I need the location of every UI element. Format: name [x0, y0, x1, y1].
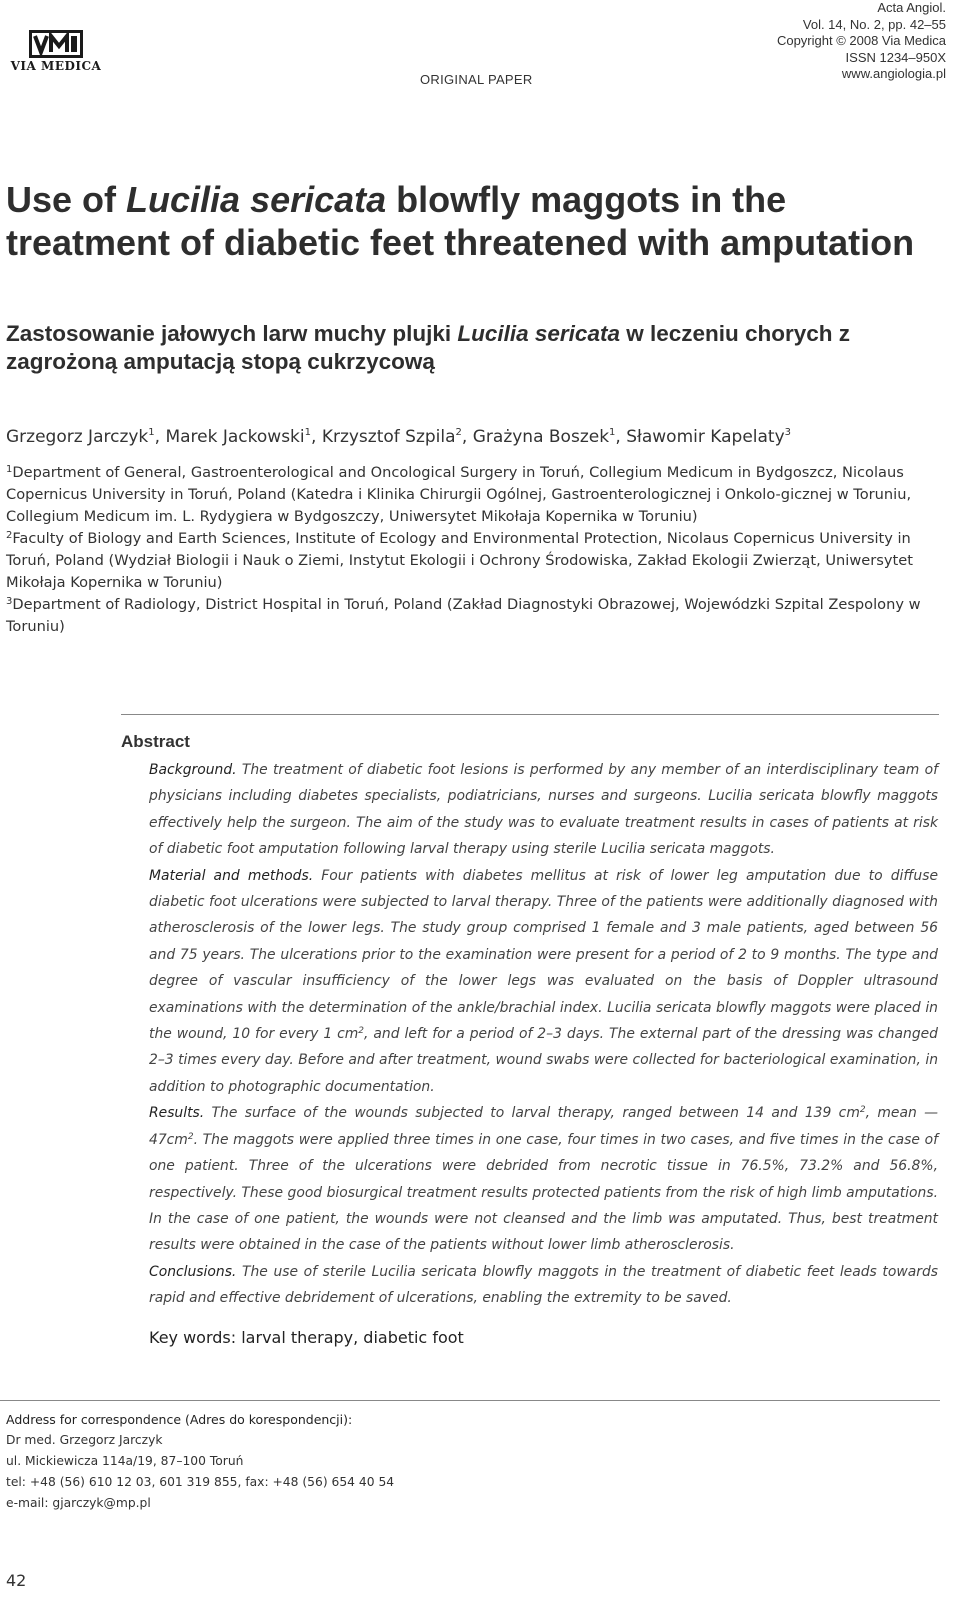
conclusions-text: The use of sterile Lucilia sericata blowfly maggots in the treatment of diabetic feet leads towards rapid and effective debridement of ulcerations, enabling the extremity to be saved. — [149, 1263, 938, 1307]
results-text-cont: , mean — 47cm — [149, 1105, 938, 1148]
methods-label: Material and methods. — [149, 867, 314, 884]
abstract-divider — [121, 714, 939, 715]
vm-logo-icon — [27, 28, 85, 60]
author-affiliation-mark: 2 — [455, 427, 462, 438]
affiliation-number: 1 — [6, 464, 13, 475]
logo-text: VIA MEDICA — [10, 59, 102, 73]
background-text: The treatment of diabetic foot lesions is performed by any member of an interdisciplinary team of physicians including diabetes specialists, podiatricians, nurses and surgeons. Lucilia sericata blowfly maggots effectively help the surgeon. The aim of the study was to evaluate treatment results in cases of patients at risk of diabetic foot amputation following larval therapy using sterile Lucilia sericata maggots. — [149, 762, 938, 858]
affiliation-text: Department of General, Gastroenterological and Oncological Surgery in Toruń, Collegium Medicum in Bydgoszcz, Nicolaus Copernicus University in Toruń, Poland (Katedra i Klinika Chirurgii Ogólnej, Gastroenterologicznej i Onkolo-gicznej w Toruniu, Collegium Medicum im. L. Rydygiera w Bydgoszczy, Uniwersytet Mikołaja Kopernika w Toruniu) — [6, 464, 912, 525]
methods-text: Four patients with diabetes mellitus at risk of lower leg amputation due to diffuse diabetic foot ulcerations were subjected to larval therapy. Three of the patients were additionally diagnosed with atherosclerosis of the lower legs. The study group comprised 1 female and 3 male patients, aged between 56 and 75 years. The ulcerations prior to the examination were present for a period of 2 to 9 months. The type and degree of vascular insufficiency of the lower legs was evaluated on the basis of Doppler ultrasound examinations with the determination of the ankle/brachial index. Lucilia sericata blowfly maggots were placed in the wound, 10 for every 1 cm — [149, 867, 938, 1043]
via-medica-logo — [6, 28, 106, 73]
address-email[interactable]: e-mail: gjarczyk@mp.pl — [6, 1496, 151, 1510]
results-label: Results. — [149, 1105, 205, 1122]
abstract-methods — [149, 863, 938, 1101]
results-superscript: 2 — [859, 1105, 866, 1116]
article-subtitle-polish — [6, 320, 946, 376]
affiliation-text: Faculty of Biology and Earth Sciences, Institute of Ecology and Environmental Protection, Nicolaus Copernicus University in Toruń, Poland (Wydział Biologii i Nauk o Ziemi, Instytut Ekologii i Ochrony Środowiska, Zakład Ekologii Zwierząt, Uniwersytet Mikołaja Kopernika w Toruniu) — [6, 530, 913, 591]
affiliation-list — [6, 462, 941, 638]
subtitle-part-1: Zastosowanie jałowych larw muchy plujki — [6, 321, 458, 346]
affiliation-item — [6, 594, 941, 638]
key-words: Key words: larval therapy, diabetic foot — [149, 1328, 464, 1347]
conclusions-label: Conclusions. — [149, 1263, 237, 1280]
affiliation-number: 3 — [6, 596, 13, 607]
title-species: Lucilia sericata — [126, 179, 387, 220]
subtitle-part-2: w leczeniu chorych z zagrożoną amputacją stopą cukrzycową — [6, 321, 851, 374]
affiliation-text: Department of Radiology, District Hospital in Toruń, Poland (Zakład Diagnostyki Obrazowej, Wojewódzki Szpital Zespolony w Toruniu) — [6, 596, 921, 635]
author-name: Marek Jackowski — [165, 427, 305, 447]
address-street: ul. Mickiewicza 114a/19, 87–100 Toruń — [6, 1454, 244, 1468]
address-name: Dr med. Grzegorz Jarczyk — [6, 1433, 163, 1447]
footer-divider — [0, 1400, 940, 1401]
journal-volume: Vol. 14, No. 2, pp. 42–55 — [802, 16, 946, 32]
methods-superscript: 2 — [358, 1026, 365, 1037]
results-text-end: . The maggots were applied three times in one case, four times in two cases, and five times in the case of one patient. Three of the ulcerations were debrided from necrotic tissue in 76.5%, 73.2% and 56.8%, respectively. These good biosurgical treatment results protected patients from the risk of high limb amputations. In the case of one patient, the wounds were not cleansed and the limb was amputated. Thus, best treatment results were obtained in the case of the patients without lower limb atherosclerosis. — [149, 1131, 938, 1254]
subtitle-species: Lucilia sericata — [457, 321, 620, 346]
correspondence-address — [6, 1409, 606, 1514]
author-name: Krzysztof Szpila — [321, 427, 456, 447]
abstract-background — [149, 757, 938, 863]
journal-name: Acta Angiol. — [877, 0, 946, 15]
title-part-2: blowfly maggots in the treatment of diabetic feet threatened with amputation — [6, 179, 915, 263]
affiliation-number: 2 — [6, 530, 13, 541]
journal-copyright: Copyright © 2008 Via Medica — [776, 33, 946, 48]
author-name: Grzegorz Jarczyk — [6, 427, 149, 447]
author-name: Grażyna Boszek — [472, 427, 610, 447]
author-list: Grzegorz Jarczyk$^1$, Marek Jackowski$^1$, Krzysztof Szpila$^2$, Grażyna Boszek$^1$, Sławomir Kapelaty$^3$ — [6, 427, 792, 447]
journal-issn: ISSN 1234–950X — [845, 49, 946, 65]
journal-info — [777, 0, 946, 83]
affiliation-item — [6, 528, 941, 594]
affiliation-item — [6, 462, 941, 528]
address-title: Address for correspondence (Adres do korespondencji): — [6, 1412, 353, 1427]
abstract-body — [149, 757, 938, 1312]
results-text: The surface of the wounds subjected to larval therapy, ranged between 14 and 139 cm — [204, 1105, 860, 1122]
author-name: Sławomir Kapelaty — [626, 427, 785, 447]
results-superscript: 2 — [187, 1131, 194, 1142]
address-phone: tel: +48 (56) 610 12 03, 601 319 855, fax: +48 (56) 654 40 54 — [6, 1475, 395, 1489]
title-part-1: Use of — [6, 179, 127, 220]
author-affiliation-mark: 1 — [148, 427, 155, 438]
abstract-conclusions — [149, 1259, 938, 1312]
page-number: 42 — [6, 1571, 27, 1590]
author-affiliation-mark: 3 — [784, 427, 792, 438]
background-label: Background. — [149, 762, 237, 778]
author-affiliation-mark: 1 — [609, 427, 616, 438]
abstract-results — [149, 1100, 938, 1258]
journal-website[interactable]: www.angiologia.pl — [841, 66, 946, 81]
paper-type-label: ORIGINAL PAPER — [420, 72, 533, 87]
article-title — [6, 178, 946, 264]
methods-text-cont: , and left for a period of 2–3 days. The external part of the dressing was changed 2–3 times every day. Before and after treatment, wound swabs were collected for bacteriological examination, in addition to photographic documentation. — [149, 1026, 938, 1095]
author-affiliation-mark: 1 — [304, 427, 311, 438]
abstract-heading: Abstract — [121, 732, 190, 751]
